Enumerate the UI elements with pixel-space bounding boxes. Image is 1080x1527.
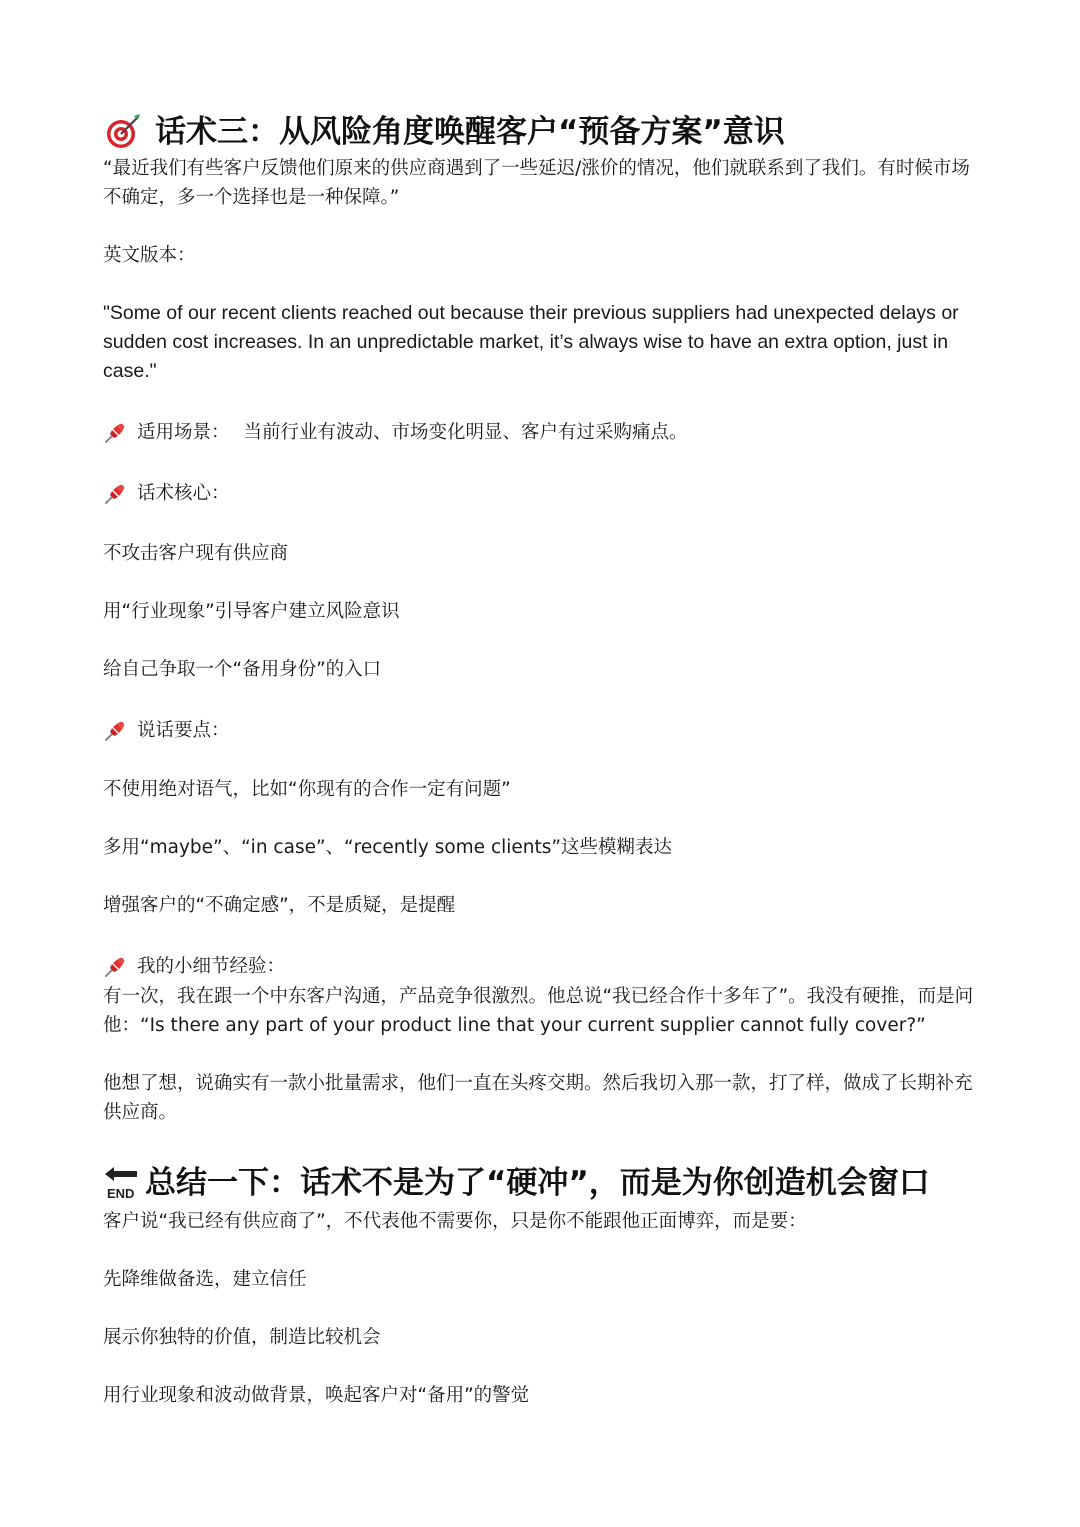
tip-item: 不使用绝对语气，比如“你现有的合作一定有问题” [103,779,511,800]
tip-item: 多用“maybe”、“in case”、“recently some clients”这些模糊表达 [103,837,672,858]
summary-intro: 客户说“我已经有供应商了”，不代表他不需要你，只是你不能跟他正面博弈，而是要： [103,1211,807,1232]
summary-item: 用行业现象和波动做背景，唤起客户对“备用”的警觉 [103,1385,530,1406]
experience-label: 我的小细节经验： [137,956,286,977]
scene-label: 适用场景： [137,422,230,443]
tips-label: 说话要点： [137,720,230,741]
summary-item: 展示你独特的价值，制造比较机会 [103,1327,381,1348]
section-3-heading [103,112,785,152]
pushpin-icon [103,719,127,743]
experience-row [103,952,983,981]
summary-item: 先降维做备选，建立信任 [103,1269,307,1290]
pushpin-icon [103,955,127,979]
pushpin-icon [103,482,127,506]
core-item: 不攻击客户现有供应商 [103,543,289,564]
english-version-label: 英文版本： [103,245,196,266]
english-quote: "Some of our recent clients reached out because their previous suppliers had unexpected delays or sudden cost increases. In an unpredictable market, it’s always wise to have an extra option, just in case." [103,302,959,382]
experience-paragraph: 他想了想，说确实有一款小批量需求，他们一直在头疼交期。然后我切入那一款，打了样，做成了长期补充供应商。 [103,1073,973,1123]
tip-item: 增强客户的“不确定感”，不是质疑，是提醒 [103,895,456,916]
scene-text: 当前行业有波动、市场变化明显、客户有过采购痛点。 [243,422,688,443]
chinese-quote: “最近我们有些客户反馈他们原来的供应商遇到了一些延迟/涨价的情况，他们就联系到了我们。有时候市场不确定，多一个选择也是一种保障。” [103,158,970,208]
section-3-title: 话术三：从风险角度唤醒客户“预备方案”意识 [155,114,785,150]
core-row [103,479,983,508]
core-item: 用“行业现象”引导客户建立风险意识 [103,601,400,622]
pushpin-icon [103,421,127,445]
summary-title: 总结一下：话术不是为了“硬冲”，而是为你创造机会窗口 [145,1165,930,1201]
experience-paragraph: 有一次，我在跟一个中东客户沟通，产品竞争很激烈。他总说“我已经合作十多年了”。我没有硬推，而是问他：“Is there any part of your product line that your current supplier cannot fully cover?” [103,986,974,1036]
tips-row [103,716,983,745]
end-icon-text: END [107,1186,135,1201]
end-arrow-icon [103,1165,141,1201]
direct-hit-target-icon [103,112,143,152]
summary-heading [103,1163,930,1203]
core-item: 给自己争取一个“备用身份”的入口 [103,659,382,680]
core-label: 话术核心： [137,483,230,504]
scene-row [103,418,983,447]
